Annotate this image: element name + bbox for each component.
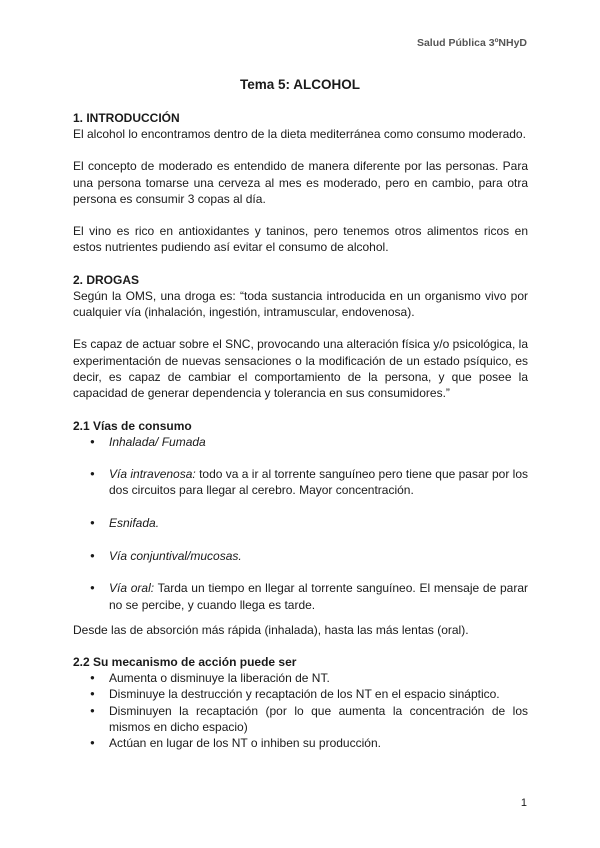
via-label: Inhalada/ Fumada bbox=[109, 434, 206, 449]
list-item: ● Aumenta o disminuye la liberación de NT. bbox=[73, 670, 528, 686]
via-label: Esnifada. bbox=[109, 516, 160, 531]
list-item: ● Disminuye la destrucción y recaptación de los NT en el espacio sináptico. bbox=[73, 686, 528, 702]
via-label: Vía conjuntival/mucosas. bbox=[109, 548, 242, 563]
via-label: Vía intravenosa: bbox=[109, 467, 196, 482]
section-heading-vias-consumo: 2.1 Vías de consumo bbox=[73, 418, 192, 433]
list-item bbox=[73, 434, 528, 450]
vias-list bbox=[73, 434, 528, 613]
intro-paragraph-3: El vino es rico en antioxidantes y taninos, pero tenemos otros alimentos ricos en estos nutrientes pudiendo así evitar el consumo de alcohol. bbox=[73, 224, 528, 255]
list-item bbox=[73, 466, 528, 499]
document-body bbox=[73, 110, 528, 752]
page-title: Tema 5: ALCOHOL bbox=[239, 77, 360, 92]
via-text: Tarda un tiempo en llegar al torrente sanguíneo. El mensaje de parar no se percibe, y cuando llega es tarde. bbox=[109, 581, 528, 612]
intro-paragraph-1: El alcohol lo encontramos dentro de la dieta mediterránea como consumo moderado. bbox=[73, 127, 526, 141]
drogas-paragraph-2: Es capaz de actuar sobre el SNC, provocando una alteración física y/o psicológica, la experimentación de nuevas sensaciones o la modificación de un estado psíquico, es decir, es capaz de cambiar el comportamiento de la persona, y que posee la capacidad de generar dependencia y tolerancia en sus consumidores.” bbox=[73, 337, 528, 401]
header-note: Salud Pública 3ºNHyD bbox=[416, 37, 527, 49]
intro-paragraph-2: El concepto de moderado es entendido de manera diferente por las personas. Para una persona tomarse una cerveza al mes es moderado, pero en cambio, para otra persona es consumir 3 copas al día. bbox=[73, 159, 528, 206]
list-item: ● Disminuyen la recaptación (por lo que aumenta la concentración de los mismos en dicho espacio) bbox=[73, 703, 528, 736]
vias-closing: Desde las de absorción más rápida (inhalada), hasta las más lentas (oral). bbox=[73, 622, 469, 637]
section-heading-drogas: 2. DROGAS bbox=[73, 272, 140, 287]
list-item bbox=[73, 548, 528, 564]
list-item: ● Actúan en lugar de los NT o inhiben su producción. bbox=[73, 735, 528, 751]
list-item bbox=[73, 580, 528, 613]
via-label: Vía oral: bbox=[109, 581, 155, 596]
list-item bbox=[73, 515, 528, 531]
page-number: 1 bbox=[520, 797, 527, 809]
drogas-paragraph-1: Según la OMS, una droga es: “toda sustancia introducida en un organismo vivo por cualquier vía (inhalación, ingestión, intramuscular, endovenosa). bbox=[73, 288, 528, 320]
section-heading-introduccion: 1. INTRODUCCIÓN bbox=[73, 111, 180, 125]
via-text: todo va a ir al torrente sanguíneo pero tiene que pasar por los dos circuitos para llegar al cerebro. Mayor concentración. bbox=[109, 467, 529, 498]
mecanismo-list bbox=[73, 670, 528, 751]
section-heading-mecanismo: 2.2 Su mecanismo de acción puede ser bbox=[73, 655, 297, 670]
